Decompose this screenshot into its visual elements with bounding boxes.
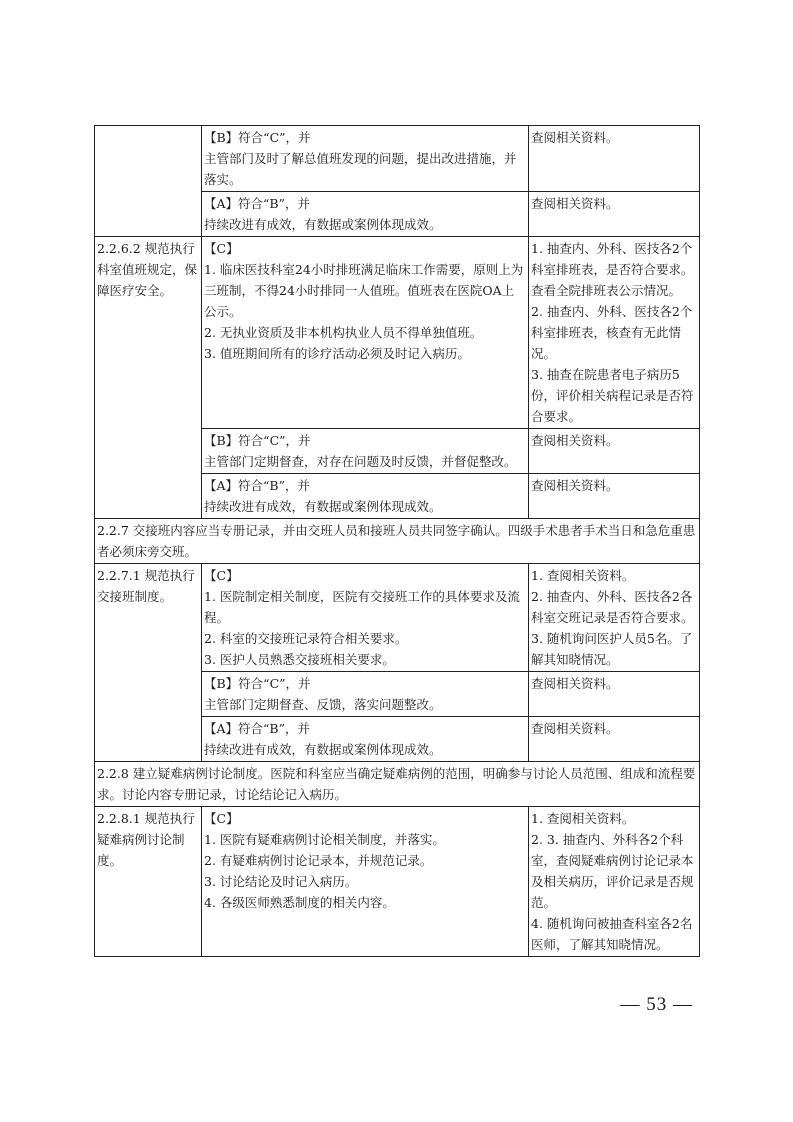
standard-cell xyxy=(202,192,529,237)
standards-table xyxy=(94,125,700,957)
check-method-cell xyxy=(529,192,700,237)
grade-label: 【A】符合“B”，并 xyxy=(204,478,310,493)
standard-line: 主管部门定期督查、反馈，落实问题整改。 xyxy=(204,697,442,712)
standard-cell xyxy=(202,429,529,474)
standard-line: 主管部门定期督查，对存在问题及时反馈，并督促整改。 xyxy=(204,454,517,469)
section-heading: 2.2.7 交接班内容应当专册记录，并由交班人员和接班人员共同签字确认。四级手术患者手术当日和急危重患者必须床旁交班。 xyxy=(95,519,700,564)
standard-line: 3. 医护人员熟悉交接班相关要求。 xyxy=(204,652,395,667)
standard-line: 2. 无执业资质及非本机构执业人员不得单独值班。 xyxy=(204,325,483,340)
check-method-cell xyxy=(529,126,700,192)
check-line: 查阅相关资料。 xyxy=(531,478,619,493)
standard-line: 3. 讨论结论及时记入病历。 xyxy=(204,874,358,889)
standard-row xyxy=(95,237,700,429)
grade-label: 【C】 xyxy=(204,568,239,583)
check-method-cell xyxy=(529,807,700,957)
standard-cell xyxy=(202,474,529,519)
check-method-cell xyxy=(529,474,700,519)
standard-cell xyxy=(202,672,529,717)
standard-line: 1. 医院有疑难病例讨论相关制度，并落实。 xyxy=(204,832,445,847)
item-code-cell xyxy=(95,126,202,237)
check-line: 2. 抽查内、外科、医技各2个科室排班表，核查有无此情况。 xyxy=(531,304,693,361)
item-code-cell: 2.2.7.1 规范执行交接班制度。 xyxy=(95,564,202,762)
grade-label: 【B】符合“C”，并 xyxy=(204,676,311,691)
check-line: 查阅相关资料。 xyxy=(531,196,619,211)
grade-label: 【C】 xyxy=(204,241,239,256)
standard-line: 主管部门及时了解总值班发现的问题，提出改进措施，并落实。 xyxy=(204,151,517,187)
grade-label: 【C】 xyxy=(204,811,239,826)
check-method-cell xyxy=(529,564,700,672)
section-heading: 2.2.8 建立疑难病例讨论制度。医院和科室应当确定疑难病例的范围，明确参与讨论人员范围、组成和流程要求。讨论内容专册记录，讨论结论记入病历。 xyxy=(95,762,700,807)
check-method-cell xyxy=(529,237,700,429)
standard-cell xyxy=(202,237,529,429)
check-method-cell xyxy=(529,429,700,474)
standard-cell xyxy=(202,807,529,957)
check-line: 1. 抽查内、外科、医技各2个科室排班表，是否符合要求。查看全院排班表公示情况。 xyxy=(531,241,694,298)
standard-row xyxy=(95,564,700,672)
grade-label: 【A】符合“B”，并 xyxy=(204,196,310,211)
check-line: 1. 查阅相关资料。 xyxy=(531,811,635,826)
standard-line: 持续改进有成效，有数据或案例体现成效。 xyxy=(204,499,442,514)
standard-cell xyxy=(202,564,529,672)
page-number: — 53 — xyxy=(620,994,693,1015)
standard-line: 3. 值班期间所有的诊疗活动必须及时记入病历。 xyxy=(204,346,470,361)
standard-line: 持续改进有成效，有数据或案例体现成效。 xyxy=(204,217,442,232)
check-line: 4. 随机询问被抽查科室各2名医师，了解其知晓情况。 xyxy=(531,916,693,952)
standard-cell xyxy=(202,126,529,192)
check-line: 3. 随机询问医护人员5名。了解其知晓情况。 xyxy=(531,631,693,667)
item-code-cell: 2.2.8.1 规范执行疑难病例讨论制度。 xyxy=(95,807,202,957)
standard-line: 1. 医院制定相关制度，医院有交接班工作的具体要求及流程。 xyxy=(204,589,520,625)
check-line: 2. 抽查内、外科、医技各2各科室交班记录是否符合要求。 xyxy=(531,589,694,625)
standard-line: 2. 科室的交接班记录符合相关要求。 xyxy=(204,631,408,646)
check-line: 2. 3. 抽查内、外科各2个科室，查阅疑难病例讨论记录本及相关病历，评价记录是否规范。 xyxy=(531,832,694,910)
check-line: 查阅相关资料。 xyxy=(531,433,619,448)
section-row xyxy=(95,762,700,807)
standard-line: 持续改进有成效，有数据或案例体现成效。 xyxy=(204,742,442,757)
standard-row xyxy=(95,807,700,957)
item-code-cell: 2.2.6.2 规范执行科室值班规定，保障医疗安全。 xyxy=(95,237,202,519)
standard-cell xyxy=(202,717,529,762)
standard-row xyxy=(95,126,700,192)
check-line: 查阅相关资料。 xyxy=(531,721,619,736)
check-line: 1. 查阅相关资料。 xyxy=(531,568,635,583)
standard-line: 2. 有疑难病例讨论记录本，并规范记录。 xyxy=(204,853,433,868)
check-line: 查阅相关资料。 xyxy=(531,130,619,145)
section-row xyxy=(95,519,700,564)
check-method-cell xyxy=(529,672,700,717)
grade-label: 【A】符合“B”，并 xyxy=(204,721,310,736)
check-line: 3. 抽查在院患者电子病历5份，评价相关病程记录是否符合要求。 xyxy=(531,367,694,424)
check-method-cell xyxy=(529,717,700,762)
standard-line: 4. 各级医师熟悉制度的相关内容。 xyxy=(204,895,395,910)
grade-label: 【B】符合“C”，并 xyxy=(204,433,311,448)
check-line: 查阅相关资料。 xyxy=(531,676,619,691)
grade-label: 【B】符合“C”，并 xyxy=(204,130,311,145)
standard-line: 1. 临床医技科室24小时排班满足临床工作需要，原则上为三班制，不得24小时排同一人值班。值班表在医院OA上公示。 xyxy=(204,262,524,319)
